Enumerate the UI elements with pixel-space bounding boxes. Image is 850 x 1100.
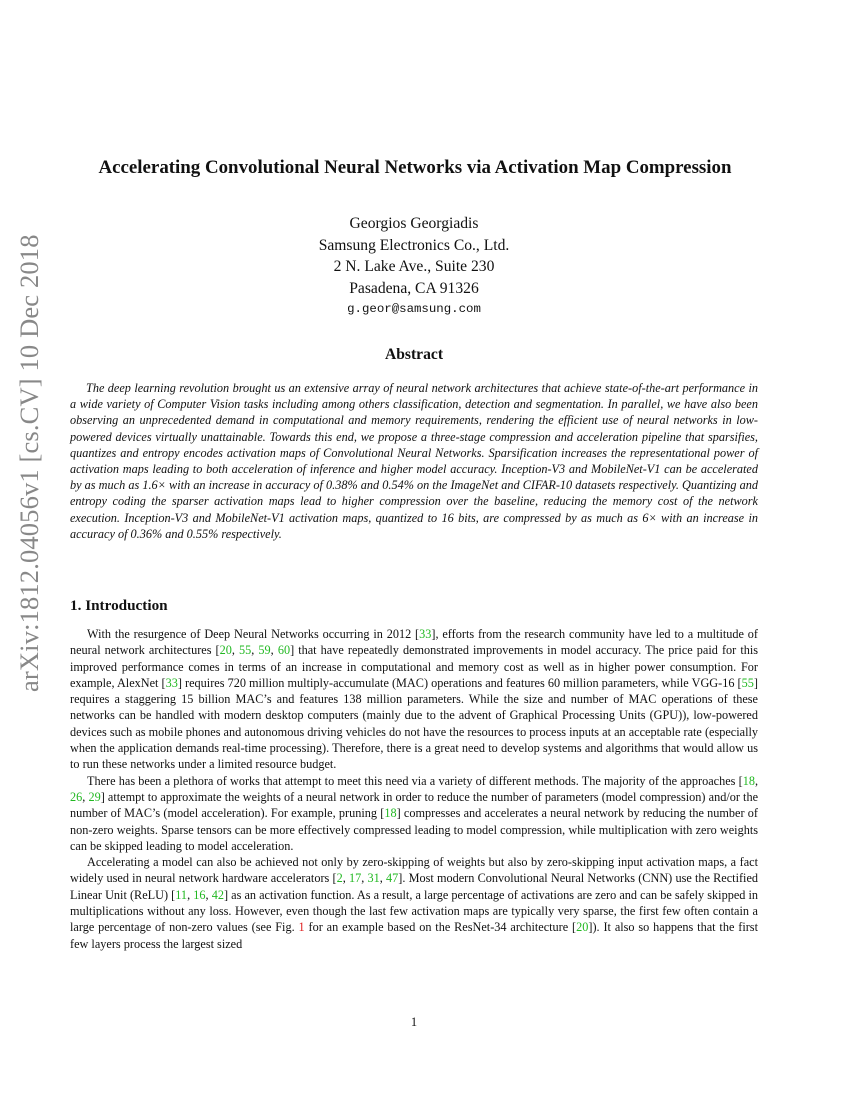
text-run: , — [270, 643, 278, 658]
text-run: Accelerating a model can also be achieved not only by zero-skipping of weights but also by zero-skipping input activation maps, a fact widely used in neural network hardware accelerators [ — [70, 855, 758, 886]
citation-link[interactable]: 18 — [742, 773, 755, 788]
abstract-paragraph: The deep learning revolution brought us an extensive array of neural network architectures that achieve state-of-the-art performance in a wide variety of Computer Vision tasks including among others classification, detection and segmentation. In parallel, we have also been observing an unprecedented demand in computational and memory requirements, rendering the efficient use of neural networks in low-powered devices virtually unattainable. Towards this end, we propose a three-stage compression and acceleration pipeline that sparsifies, quantizes and entropy encodes activation maps of Convolutional Neural Networks. Sparsification increases the representational power of activation maps leading to both acceleration of inference and higher model accuracy. Inception-V3 and MobileNet-V1 can be accelerated by as much as 1.6× with an increase in accuracy of 0.38% and 0.54% on the ImageNet and CIFAR-10 datasets respectively. Quantizing and entropy coding the sparser activation maps lead to higher compression over the baseline, reducing the memory cost of the network execution. Inception-V3 and MobileNet-V1 activation maps, quantized to 16 bits, are compressed by as much as 6× with an increase in accuracy of 0.36% and 0.55% respectively. — [70, 381, 758, 541]
text-run: ] requires a staggering 15 billion MAC’s and features 138 million parameters. While the size and number of MAC operations of these networks can be handled with modern desktop computers (mainly due to the advent of Graphical Processing Units (GPU)), low-powered devices such as mobile phones and autonomous driving vehicles do not have the resources to process inputs at an acceptable rate (especially when the application demands real-time processing). Therefore, there is a great need to develop systems and algorithms that would allow us to run these networks under a limited resource budget. — [70, 675, 758, 772]
citation-link[interactable]: 60 — [277, 643, 291, 658]
text-run: ], efforts from the research community have led to a multitude of neural network architectures [ — [70, 627, 758, 658]
intro-paragraph — [70, 626, 758, 773]
figure-reference-link[interactable]: 1 — [298, 920, 305, 935]
text-run: ] compresses and accelerates a neural network by reducing the number of non-zero weights. Sparse tensors can be more effectively compressed leading to model compression, while multiplication with zero weights can be skipped leading to model acceleration. — [70, 806, 758, 853]
abstract-text — [70, 380, 758, 542]
author-block — [0, 213, 828, 321]
citation-link[interactable]: 31 — [367, 871, 380, 886]
text-run: ] attempt to approximate the weights of a neural network in order to reduce the number of parameters (model compression) and/or the number of MAC’s (model acceleration). For example, pruning [ — [70, 789, 759, 821]
text-run: ]). It also so happens that the first few layers process the largest sized — [70, 920, 758, 951]
citation-link[interactable]: 2 — [336, 871, 343, 886]
citation-link[interactable]: 33 — [165, 675, 178, 690]
citation-link[interactable]: 20 — [576, 920, 589, 935]
intro-paragraph — [70, 773, 758, 854]
text-run: , — [379, 871, 386, 886]
citation-link[interactable]: 11 — [175, 887, 188, 902]
author-affiliation: Samsung Electronics Co., Ltd. — [318, 236, 510, 254]
author-address-line2: Pasadena, CA 91326 — [349, 279, 479, 297]
text-run: ] that have repeatedly demonstrated improvements in model accuracy. The price paid for this improved performance comes in terms of an increase in computational and memory cost as well as in higher power consumption. For example, AlexNet [ — [70, 643, 759, 690]
citation-link[interactable]: 18 — [384, 806, 397, 821]
text-run: for an example based on the ResNet-34 architecture [ — [304, 920, 577, 935]
text-run: , — [361, 871, 368, 886]
arxiv-id: arXiv:1812.04056v1 [cs.CV] 10 Dec 2018 — [14, 234, 44, 692]
page-number: 1 — [410, 1015, 418, 1029]
citation-link[interactable]: 42 — [211, 887, 224, 902]
citation-link[interactable]: 59 — [258, 643, 271, 658]
text-run: There has been a plethora of works that attempt to meet this need via a variety of different methods. The majority of the approaches [ — [87, 773, 743, 788]
citation-link[interactable]: 17 — [348, 871, 362, 886]
text-run: ] requires 720 million multiply-accumulate (MAC) operations and features 60 million parameters, while VGG-16 [ — [177, 675, 742, 690]
text-run: ] as an activation function. As a result, a large percentage of activations are zero and can be safely skipped in multiplications without any loss. However, even though the last few activation maps are typically very sparse, the first few often contain a large percentage of non-zero values (see Fig. — [70, 887, 759, 935]
citation-link[interactable]: 55 — [239, 643, 252, 658]
citation-link[interactable]: 33 — [419, 627, 432, 641]
citation-link[interactable]: 29 — [88, 789, 101, 804]
author-email: g.geor@samsung.com — [347, 302, 481, 316]
text-run: ]. Most modern Convolutional Neural Networks (CNN) use the Rectified Linear Unit (ReLU) [ — [70, 871, 759, 902]
citation-link[interactable]: 16 — [193, 887, 206, 902]
introduction-body — [70, 626, 758, 952]
text-run: , — [187, 887, 194, 902]
text-run: , — [251, 643, 259, 658]
citation-link[interactable]: 55 — [741, 675, 754, 690]
author-address-line1: 2 N. Lake Ave., Suite 230 — [333, 258, 495, 275]
text-run: , — [754, 773, 758, 788]
abstract-heading: Abstract — [384, 346, 444, 363]
text-run: , — [205, 887, 212, 902]
text-run: With the resurgence of Deep Neural Networks occurring in 2012 [ — [87, 627, 420, 641]
text-run: , — [82, 789, 89, 804]
citation-link[interactable]: 47 — [386, 871, 399, 886]
author-name: Georgios Georgiadis — [349, 215, 479, 232]
citation-link[interactable]: 20 — [219, 643, 232, 658]
text-run: , — [231, 643, 240, 658]
intro-paragraph — [70, 854, 758, 952]
paper-title: Accelerating Convolutional Neural Networks via Activation Map Compression — [98, 157, 732, 178]
text-run: , — [342, 871, 349, 886]
citation-link[interactable]: 26 — [70, 789, 83, 804]
section-heading-introduction: 1. Introduction — [70, 597, 168, 614]
